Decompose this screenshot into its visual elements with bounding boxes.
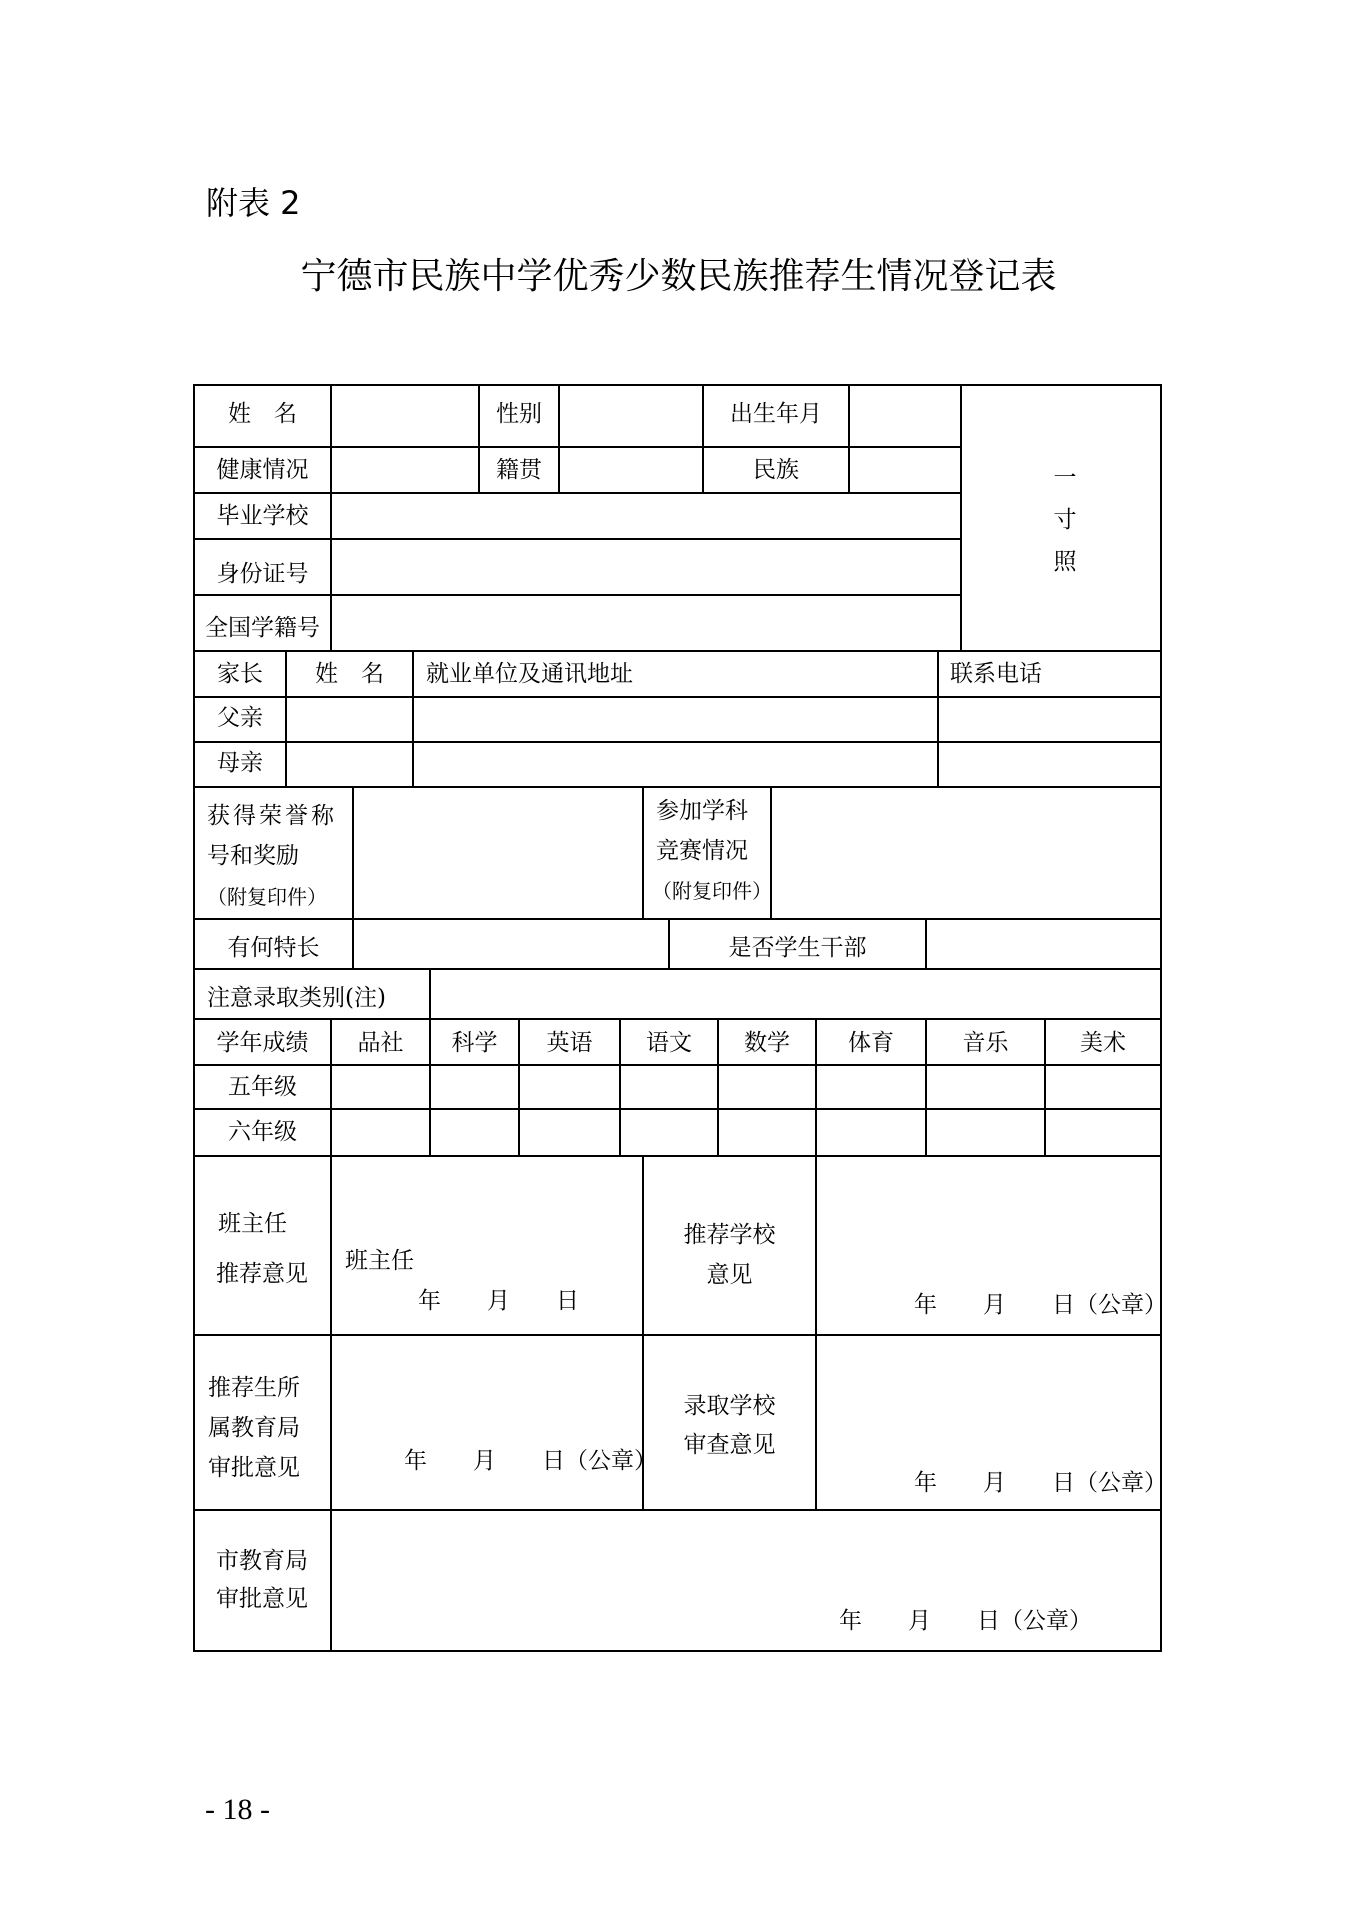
student-number-label: 全国学籍号 (205, 615, 320, 641)
admit-opinion-date: 年 月 日（公章） (914, 1470, 1167, 1496)
father-address-field[interactable] (413, 697, 936, 741)
subject-header-chinese: 语文 (646, 1030, 692, 1056)
city-opinion-label-line-1: 市教育局 (216, 1548, 308, 1574)
admission-category-field[interactable] (430, 969, 1159, 1018)
honors-label-line-2: 号和奖励 (207, 843, 299, 869)
mother-label: 母亲 (217, 750, 263, 776)
bureau-opinion-label-line-3: 审批意见 (208, 1455, 300, 1481)
bureau-opinion-label-line-2: 属教育局 (208, 1415, 300, 1441)
subject-header-english: 英语 (546, 1030, 593, 1056)
admit-opinion-label-line-1: 录取学校 (683, 1393, 776, 1419)
graduate-school-field[interactable] (331, 493, 959, 538)
subject-header-math: 数学 (744, 1030, 790, 1056)
honors-label-line-1: 获得荣誉称 (207, 803, 337, 829)
contest-label-note: （附复印件） (652, 879, 772, 903)
table-border-bottom (193, 1650, 1162, 1652)
name-label: 姓 名 (228, 401, 297, 427)
id-number-field[interactable] (331, 539, 959, 594)
honors-label-note: （附复印件） (207, 885, 327, 909)
school-opinion-label-line-1: 推荐学校 (683, 1222, 776, 1248)
health-label: 健康情况 (216, 457, 309, 483)
graduate-school-label: 毕业学校 (216, 503, 309, 529)
bureau-opinion-field[interactable] (331, 1335, 641, 1509)
father-name-field[interactable] (286, 697, 411, 741)
teacher-opinion-label-line-1: 班主任 (218, 1211, 287, 1237)
bureau-opinion-label-line-1: 推荐生所 (208, 1375, 300, 1401)
ethnic-field[interactable] (849, 447, 959, 492)
table-border-right (1160, 384, 1162, 1650)
grade-5-label: 五年级 (228, 1074, 297, 1100)
photo-label-char-2: 寸 (1053, 507, 1077, 533)
bureau-opinion-date: 年 月 日（公章） (404, 1448, 657, 1474)
teacher-opinion-label-line-2: 推荐意见 (216, 1261, 308, 1287)
birth-field[interactable] (849, 385, 959, 446)
father-phone-field[interactable] (938, 697, 1159, 741)
teacher-signature-label: 班主任 (345, 1248, 414, 1274)
parent-name-header: 姓 名 (315, 661, 384, 687)
school-opinion-date: 年 月 日（公章） (914, 1292, 1167, 1318)
specialty-field[interactable] (353, 919, 667, 968)
photo-label-char-3: 照 (1053, 549, 1077, 575)
subject-header-music: 音乐 (962, 1030, 1009, 1056)
contest-label-line-1: 参加学科 (656, 798, 748, 824)
subject-header-art: 美术 (1080, 1030, 1126, 1056)
subject-header-pinshe: 品社 (357, 1030, 404, 1056)
gender-field[interactable] (559, 385, 701, 446)
specialty-label: 有何特长 (227, 935, 320, 961)
school-opinion-label-line-2: 意见 (706, 1262, 753, 1288)
row-line (193, 1108, 1162, 1110)
id-number-label: 身份证号 (216, 561, 309, 587)
contest-label-line-2: 竞赛情况 (656, 838, 748, 864)
admission-category-label: 注意录取类别(注) (207, 985, 386, 1011)
city-opinion-date: 年 月 日（公章） (839, 1608, 1092, 1634)
appendix-label: 附表 2 (206, 184, 301, 222)
form-title: 宁德市民族中学优秀少数民族推荐生情况登记表 (300, 256, 1057, 297)
page-number: - 18 - (205, 1793, 270, 1826)
student-cadre-field[interactable] (926, 919, 1159, 968)
row-line (193, 1064, 1162, 1066)
parent-phone-header: 联系电话 (950, 661, 1042, 687)
parents-header-label: 家长 (217, 661, 263, 687)
father-label: 父亲 (217, 705, 263, 731)
gender-label: 性别 (496, 401, 542, 427)
mother-name-field[interactable] (286, 742, 411, 786)
mother-phone-field[interactable] (938, 742, 1159, 786)
student-cadre-label: 是否学生干部 (728, 935, 867, 961)
col-line (642, 786, 644, 918)
honors-field[interactable] (353, 787, 641, 918)
contest-field[interactable] (771, 787, 1159, 918)
grade-6-label: 六年级 (228, 1119, 297, 1145)
health-field[interactable] (331, 447, 477, 492)
birth-label: 出生年月 (730, 401, 822, 427)
city-opinion-label-line-2: 审批意见 (216, 1586, 308, 1612)
name-field[interactable] (331, 385, 477, 446)
student-number-field[interactable] (331, 595, 959, 650)
mother-address-field[interactable] (413, 742, 936, 786)
grades-header-label: 学年成绩 (216, 1030, 309, 1056)
ethnic-label: 民族 (753, 457, 799, 483)
native-place-field[interactable] (559, 447, 701, 492)
teacher-opinion-date: 年 月 日 (418, 1288, 579, 1314)
native-place-label: 籍贯 (496, 457, 542, 483)
subject-header-pe: 体育 (848, 1030, 894, 1056)
row-line (193, 650, 1162, 652)
photo-label-char-1: 一 (1053, 465, 1077, 491)
parent-address-header: 就业单位及通讯地址 (426, 661, 633, 687)
subject-header-science: 科学 (451, 1030, 498, 1056)
row-line (193, 1018, 1162, 1020)
admit-opinion-label-line-2: 审查意见 (683, 1432, 776, 1458)
